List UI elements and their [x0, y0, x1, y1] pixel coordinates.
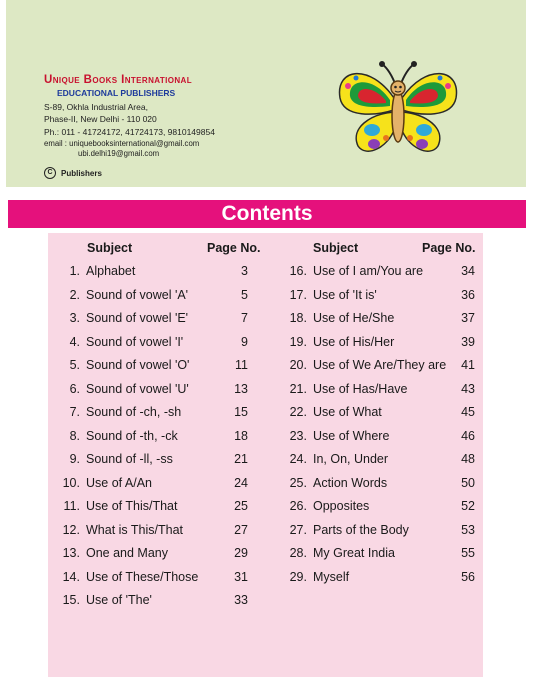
toc-entry: [289, 264, 424, 278]
toc-entry: [69, 405, 182, 419]
copyright-label: Publishers: [61, 168, 102, 178]
toc-entry: [69, 311, 189, 325]
left-subject-header: Subject: [87, 241, 133, 255]
toc-entry-subject: Use of This/That: [86, 499, 178, 513]
toc-entry-number: 10.: [62, 475, 80, 490]
toc-entry: [289, 452, 389, 466]
publisher-name: Unique Books International: [44, 74, 193, 86]
toc-entry-page: 13: [234, 381, 248, 396]
toc-entry-page: 43: [461, 381, 475, 396]
address-line-2: Phase-II, New Delhi - 110 020: [44, 114, 157, 124]
toc-entry-subject: Use of 'The': [86, 593, 152, 607]
toc-entry-page: 39: [461, 334, 475, 349]
toc-entry-subject: Sound of vowel 'I': [86, 334, 184, 349]
toc-entry: [69, 334, 184, 349]
contents-banner: Contents: [8, 200, 526, 228]
toc-entry-subject: Alphabet: [86, 264, 136, 278]
toc-entry-page: 24: [234, 475, 248, 490]
right-subject-header: Subject: [313, 241, 359, 255]
toc-entry-number: 5.: [69, 358, 80, 372]
toc-entry: [289, 475, 388, 490]
toc-entry-subject: Use of A/An: [86, 475, 153, 490]
butterfly-illustration: [330, 58, 465, 163]
toc-entry: [62, 475, 153, 490]
toc-entry-page: 36: [461, 287, 475, 302]
toc-entry-subject: Sound of vowel 'O': [86, 358, 190, 372]
toc-entry-page: 53: [461, 522, 475, 537]
toc-entry: [69, 381, 189, 396]
toc-entry-number: 15.: [62, 593, 80, 607]
toc-entry-subject: Use of These/Those: [86, 569, 199, 584]
toc-entry-page: 41: [461, 358, 475, 372]
toc-entry-page: 56: [461, 569, 475, 584]
toc-entry: [69, 428, 178, 443]
toc-entry-page: 50: [461, 475, 475, 490]
toc-entry-number: 26.: [289, 499, 307, 513]
toc-entry-page: 52: [461, 499, 475, 513]
toc-entry-subject: Use of Where: [313, 428, 390, 443]
email-line: email : uniquebooksinternational@gmail.com: [44, 139, 200, 148]
toc-entry-page: 5: [241, 287, 248, 302]
toc-entry-page: 45: [461, 405, 475, 419]
toc-entry: [289, 428, 390, 443]
toc-entry-subject: Action Words: [313, 475, 388, 490]
toc-entry-number: 22.: [289, 405, 307, 419]
toc-entry-page: 18: [234, 428, 248, 443]
toc-entry: [69, 264, 136, 278]
toc-entry-subject: Sound of vowel 'E': [86, 311, 189, 325]
toc-entry: [289, 287, 377, 302]
toc-entry-subject: Sound of -ch, -sh: [86, 405, 182, 419]
toc-entry-number: 28.: [289, 546, 307, 560]
toc-entry: [62, 593, 152, 607]
toc-entry-number: 24.: [289, 452, 307, 466]
toc-entry: [289, 381, 408, 396]
toc-entry-subject: Use of Has/Have: [313, 381, 408, 396]
toc-entry-number: 3.: [69, 311, 80, 325]
toc-entry-number: 9.: [69, 452, 80, 466]
toc-entry-subject: Sound of vowel 'A': [86, 287, 189, 302]
toc-entry-subject: Use of He/She: [313, 311, 395, 325]
toc-entry-number: 18.: [289, 311, 307, 325]
toc-entry-subject: What is This/That: [86, 522, 184, 537]
address-line-1: S-89, Okhla Industrial Area,: [44, 102, 148, 112]
toc-entry: [289, 499, 370, 513]
toc-entry-page: 9: [241, 334, 248, 349]
toc-entry-number: 2.: [69, 287, 80, 302]
toc-entry-subject: Myself: [313, 569, 350, 584]
toc-entry-page: 48: [461, 452, 475, 466]
toc-entry-number: 6.: [69, 381, 80, 396]
toc-entry: [62, 522, 184, 537]
toc-entry-number: 20.: [289, 358, 307, 372]
toc-entry-number: 21.: [289, 381, 307, 396]
toc-entry-number: 17.: [289, 287, 307, 302]
toc-entry-number: 7.: [69, 405, 80, 419]
toc-entry-number: 4.: [69, 334, 80, 349]
toc-entry-number: 13.: [62, 546, 80, 560]
toc-entry: [289, 311, 395, 325]
copyright-icon: C: [44, 167, 56, 179]
toc-entry: [289, 522, 409, 537]
toc-entry-subject: My Great India: [313, 546, 395, 560]
toc-entry-subject: Use of What: [313, 405, 382, 419]
toc-entry-subject: Use of His/Her: [313, 334, 395, 349]
toc-entry-number: 1.: [69, 264, 80, 278]
toc-entry-page: 29: [234, 546, 248, 560]
toc-entry-page: 21: [234, 452, 248, 466]
email-line-2: ubi.delhi19@gmail.com: [78, 149, 160, 158]
toc-entry: [289, 358, 447, 372]
toc-entry-number: 29.: [289, 569, 307, 584]
toc-entry: [289, 569, 350, 584]
toc-entry-number: 8.: [69, 428, 80, 443]
toc-entry: [63, 499, 178, 513]
publisher-tagline: EDUCATIONAL PUBLISHERS: [57, 88, 176, 98]
toc-entry-page: 34: [461, 264, 475, 278]
left-page-header: Page No.: [207, 241, 261, 255]
toc-entry-page: 27: [234, 522, 248, 537]
toc-entry-subject: Sound of vowel 'U': [86, 381, 189, 396]
toc-entry: [69, 287, 189, 302]
toc-entry-page: 55: [461, 546, 475, 560]
toc-entry-number: 23.: [289, 428, 307, 443]
toc-entry-subject: Use of We Are/They are: [313, 358, 447, 372]
toc-entry-subject: In, On, Under: [313, 452, 389, 466]
right-page-header: Page No.: [422, 241, 476, 255]
toc-entry: [289, 334, 395, 349]
toc-entry-subject: Sound of -ll, -ss: [86, 452, 173, 466]
toc-entry-page: 33: [234, 593, 248, 607]
toc-entry-number: 11.: [63, 499, 80, 513]
toc-entry-page: 11: [235, 358, 248, 372]
toc-entry-page: 25: [234, 499, 248, 513]
toc-entry: [289, 546, 395, 560]
toc-entry: [62, 569, 199, 584]
toc-entry-number: 14.: [62, 569, 80, 584]
toc-entry-page: 3: [241, 264, 248, 278]
toc-entry-subject: Opposites: [313, 499, 370, 513]
toc-entry-subject: Sound of -th, -ck: [86, 428, 178, 443]
toc-entry-subject: Use of I am/You are: [313, 264, 424, 278]
toc-entry: [69, 452, 173, 466]
toc-entry-page: 15: [234, 405, 248, 419]
toc-entry: [69, 358, 190, 372]
toc-entry-subject: Parts of the Body: [313, 522, 409, 537]
toc-entry-number: 19.: [289, 334, 307, 349]
toc-entry-number: 16.: [289, 264, 307, 278]
toc-entry-page: 7: [241, 311, 248, 325]
toc-entry-subject: Use of 'It is': [313, 287, 377, 302]
toc-entry-subject: One and Many: [86, 546, 168, 560]
phone-line: Ph.: 011 - 41724172, 41724173, 9810149854: [44, 127, 215, 137]
toc-entry: [62, 546, 168, 560]
copyright: [44, 167, 102, 179]
toc-entry-page: 46: [461, 428, 475, 443]
toc-entry-page: 37: [461, 311, 475, 325]
toc-entry-number: 25.: [289, 475, 307, 490]
toc-entry: [289, 405, 382, 419]
toc-entry-number: 12.: [62, 522, 80, 537]
toc-entry-page: 31: [234, 569, 248, 584]
toc-entry-number: 27.: [289, 522, 307, 537]
